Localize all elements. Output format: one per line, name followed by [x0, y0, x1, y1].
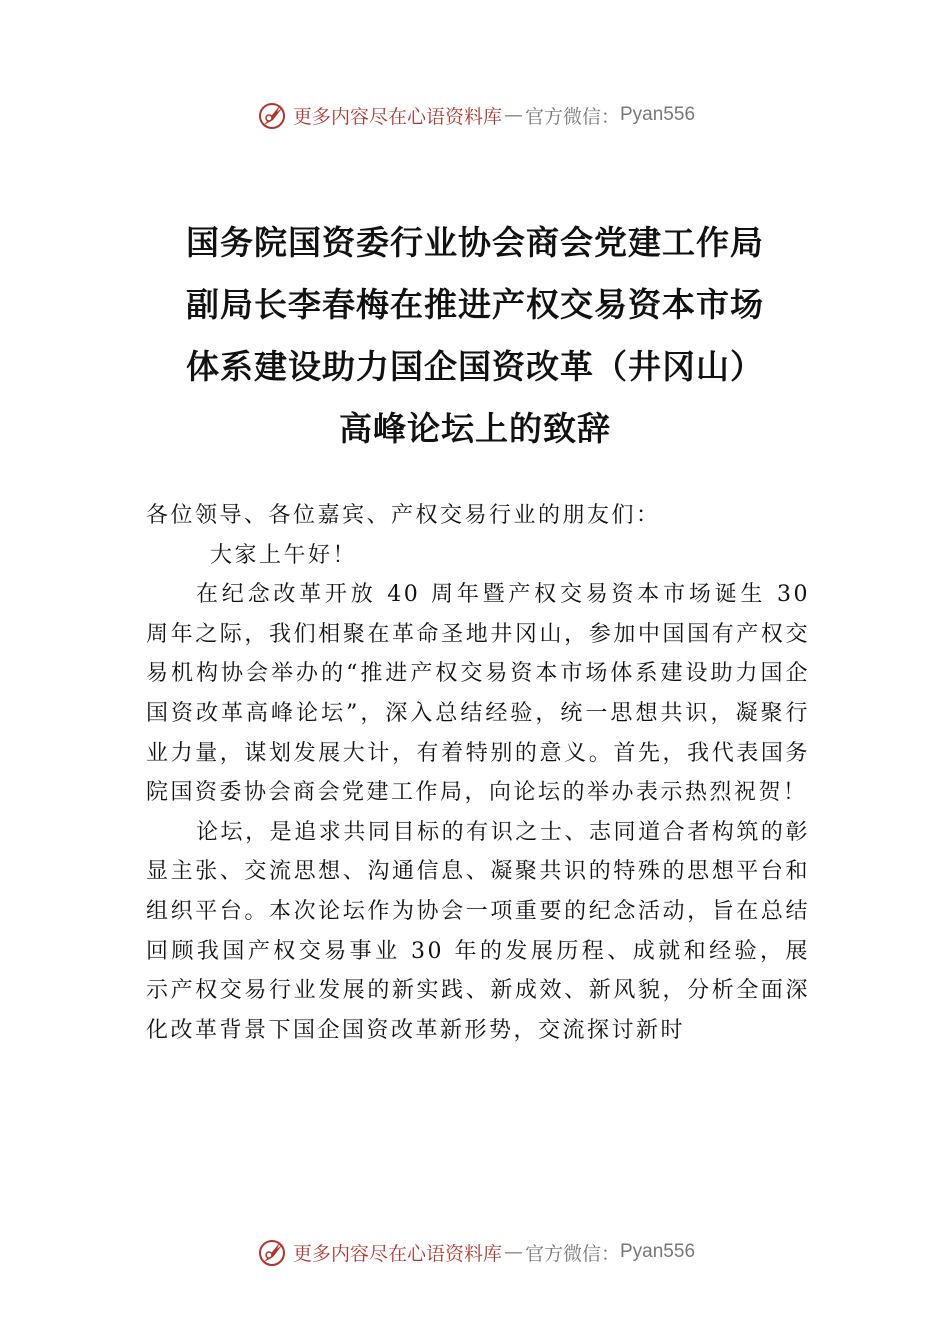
- banner-wechat-label: 官方微信：: [524, 105, 620, 128]
- quill-circle-logo-icon: [255, 98, 289, 132]
- banner-separator: —: [503, 1241, 523, 1263]
- footer-banner: [0, 1232, 950, 1272]
- body-paragraph: 在纪念改革开放 40 周年暨产权交易资本市场诞生 30 周年之际，我们相聚在革命圣地井冈山，参加中国国有产权交易机构协会举办的“推进产权交易资本市场体系建设助力国企国资改革高峰论坛”，深入总结经验，统一思想共识，凝聚行业力量，谋划发展大计，有着特别的意义。首先，我代表国务院国资委协会商会党建工作局，向论坛的举办表示热烈祝贺！: [146, 582, 810, 806]
- greeting: 大家上午好！: [210, 542, 358, 568]
- banner-wechat-label: 官方微信：: [524, 1242, 620, 1265]
- body-paragraph: 论坛，是追求共同目标的有识之士、志同道合者构筑的彰显主张、交流思想、沟通信息、凝聚共识的特殊的思想平台和组织平台。本次论坛作为协会一项重要的纪念活动，旨在总结回顾我国产权交易事业 30 年的发展历程、成就和经验，展示产权交易行业发展的新实践、新成效、新风貌，分析全面深化改革背景下国企国资改革新形势，交流探讨新时: [146, 819, 810, 1043]
- document-body: [146, 496, 810, 1050]
- salutation: 各位领导、各位嘉宾、产权交易行业的朋友们：: [146, 503, 661, 528]
- quill-circle-logo-icon: [255, 1235, 289, 1269]
- title-line: 高峰论坛上的致辞: [339, 409, 611, 448]
- title-line: 体系建设助力国企国资改革（井冈山）: [186, 347, 764, 386]
- title-line: 国务院国资委行业协会商会党建工作局: [186, 223, 764, 262]
- banner-separator: —: [503, 104, 523, 126]
- header-banner: [0, 95, 950, 135]
- banner-wechat-id: Pyan556: [620, 104, 696, 125]
- title-line: 副局长李春梅在推进产权交易资本市场: [186, 285, 764, 324]
- banner-text: 更多内容尽在心语资料库: [292, 1242, 502, 1265]
- banner-text: 更多内容尽在心语资料库: [292, 105, 502, 128]
- document-title: [150, 212, 800, 460]
- banner-wechat-id: Pyan556: [620, 1241, 696, 1262]
